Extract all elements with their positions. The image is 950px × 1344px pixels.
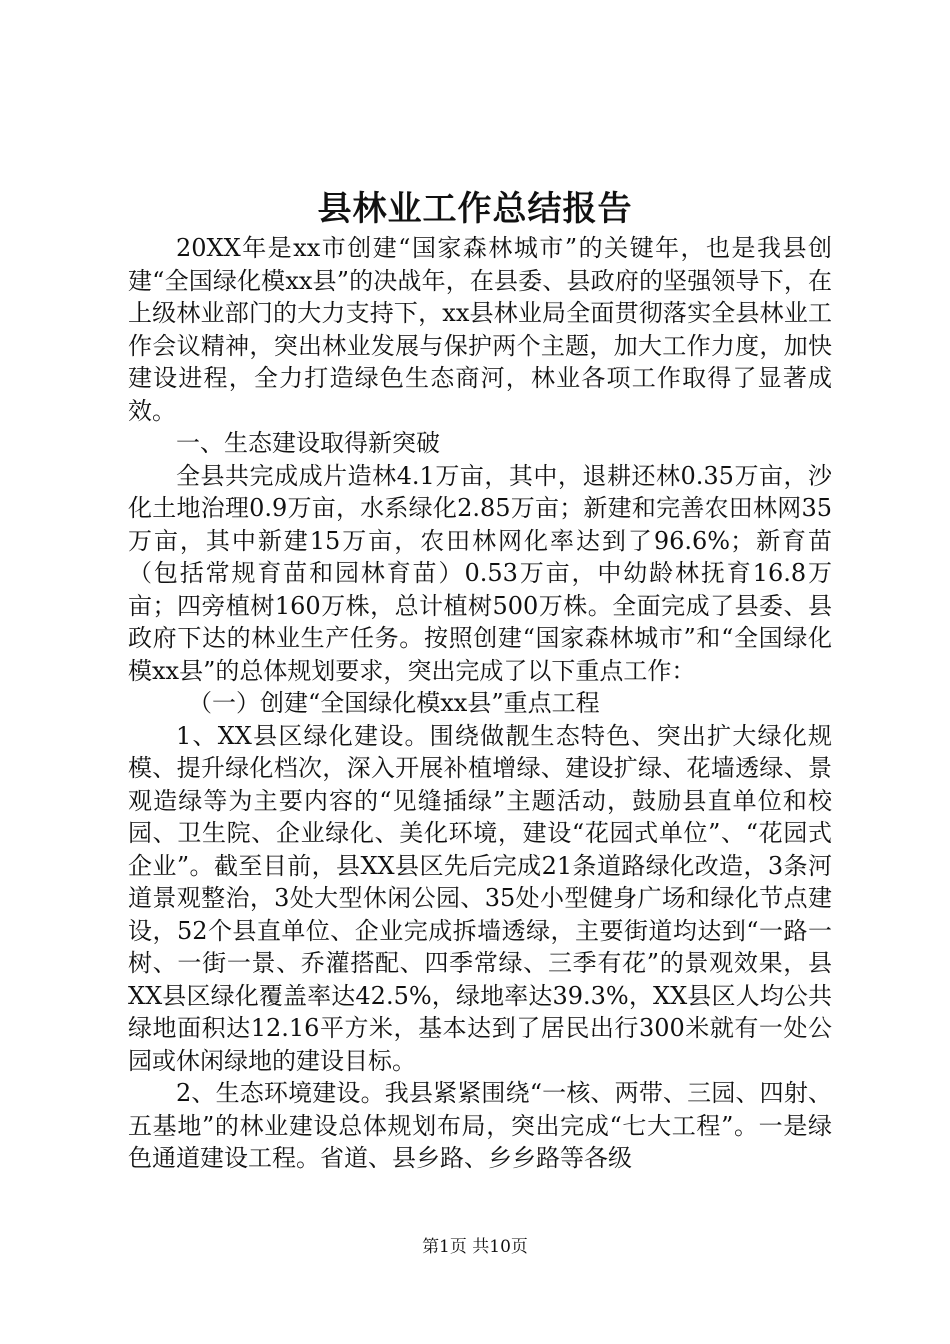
paragraph-item-1: 1、XX县区绿化建设。围绕做靓生态特色、突出扩大绿化规模、提升绿化档次，深入开展补植增绿、建设扩绿、花墙透绿、景观造绿等为主要内容的“见缝插绿”主题活动，鼓励县直单位和校园、卫生院、企业绿化、美化环境，建设“花园式单位”、“花园式企业”。截至目前，县XX县区先后完成21条道路绿化改造，3条河道景观整治，3处大型休闲公园、35处小型健身广场和绿化节点建设，52个县直单位、企业完成拆墙透绿，主要街道均达到“一路一树、一街一景、乔灌搭配、四季常绿、三季有花”的景观效果，县XX县区绿化覆盖率达42.5%，绿地率达39.3%，XX县区人均公共绿地面积达12.16平方米，基本达到了居民出行300米就有一处公园或休闲绿地的建设目标。 [128,721,832,1075]
paragraph-intro: 20XX年是xx市创建“国家森林城市”的关键年，也是我县创建“全国绿化模xx县”的决战年，在县委、县政府的坚强领导下，在上级林业部门的大力支持下，xx县林业局全面贯彻落实全县林业工作会议精神，突出林业发展与保护两个主题，加大工作力度，加快建设进程，全力打造绿色生态商河，林业各项工作取得了显著成效。 [128,234,832,425]
document-title: 县林业工作总结报告 [317,189,633,229]
subsection-heading-1: （一）创建“全国绿化模xx县”重点工程 [188,689,600,717]
paragraph-summary: 全县共完成成片造林4.1万亩，其中，退耕还林0.35万亩，沙化土地治理0.9万亩，水系绿化2.85万亩；新建和完善农田林网35万亩，其中新建15万亩，农田林网化率达到了96.6%；新育苗（包括常规育苗和园林育苗）0.53万亩，中幼龄林抚育16.8万亩；四旁植树160万株，总计植树500万株。全面完成了县委、县政府下达的林业生产任务。按照创建“国家森林城市”和“全国绿化模xx县”的总体规划要求，突出完成了以下重点工作： [128,461,832,685]
page-footer: 第1页 共10页 [422,1237,528,1257]
section-heading-1: 一、生态建设取得新突破 [176,429,440,457]
document-body [128,232,832,1175]
paragraph-item-2: 2、生态环境建设。我县紧紧围绕“一核、两带、三园、四射、五基地”的林业建设总体规划布局，突出完成“七大工程”。一是绿色通道建设工程。省道、县乡路、乡乡路等各级 [128,1079,832,1172]
